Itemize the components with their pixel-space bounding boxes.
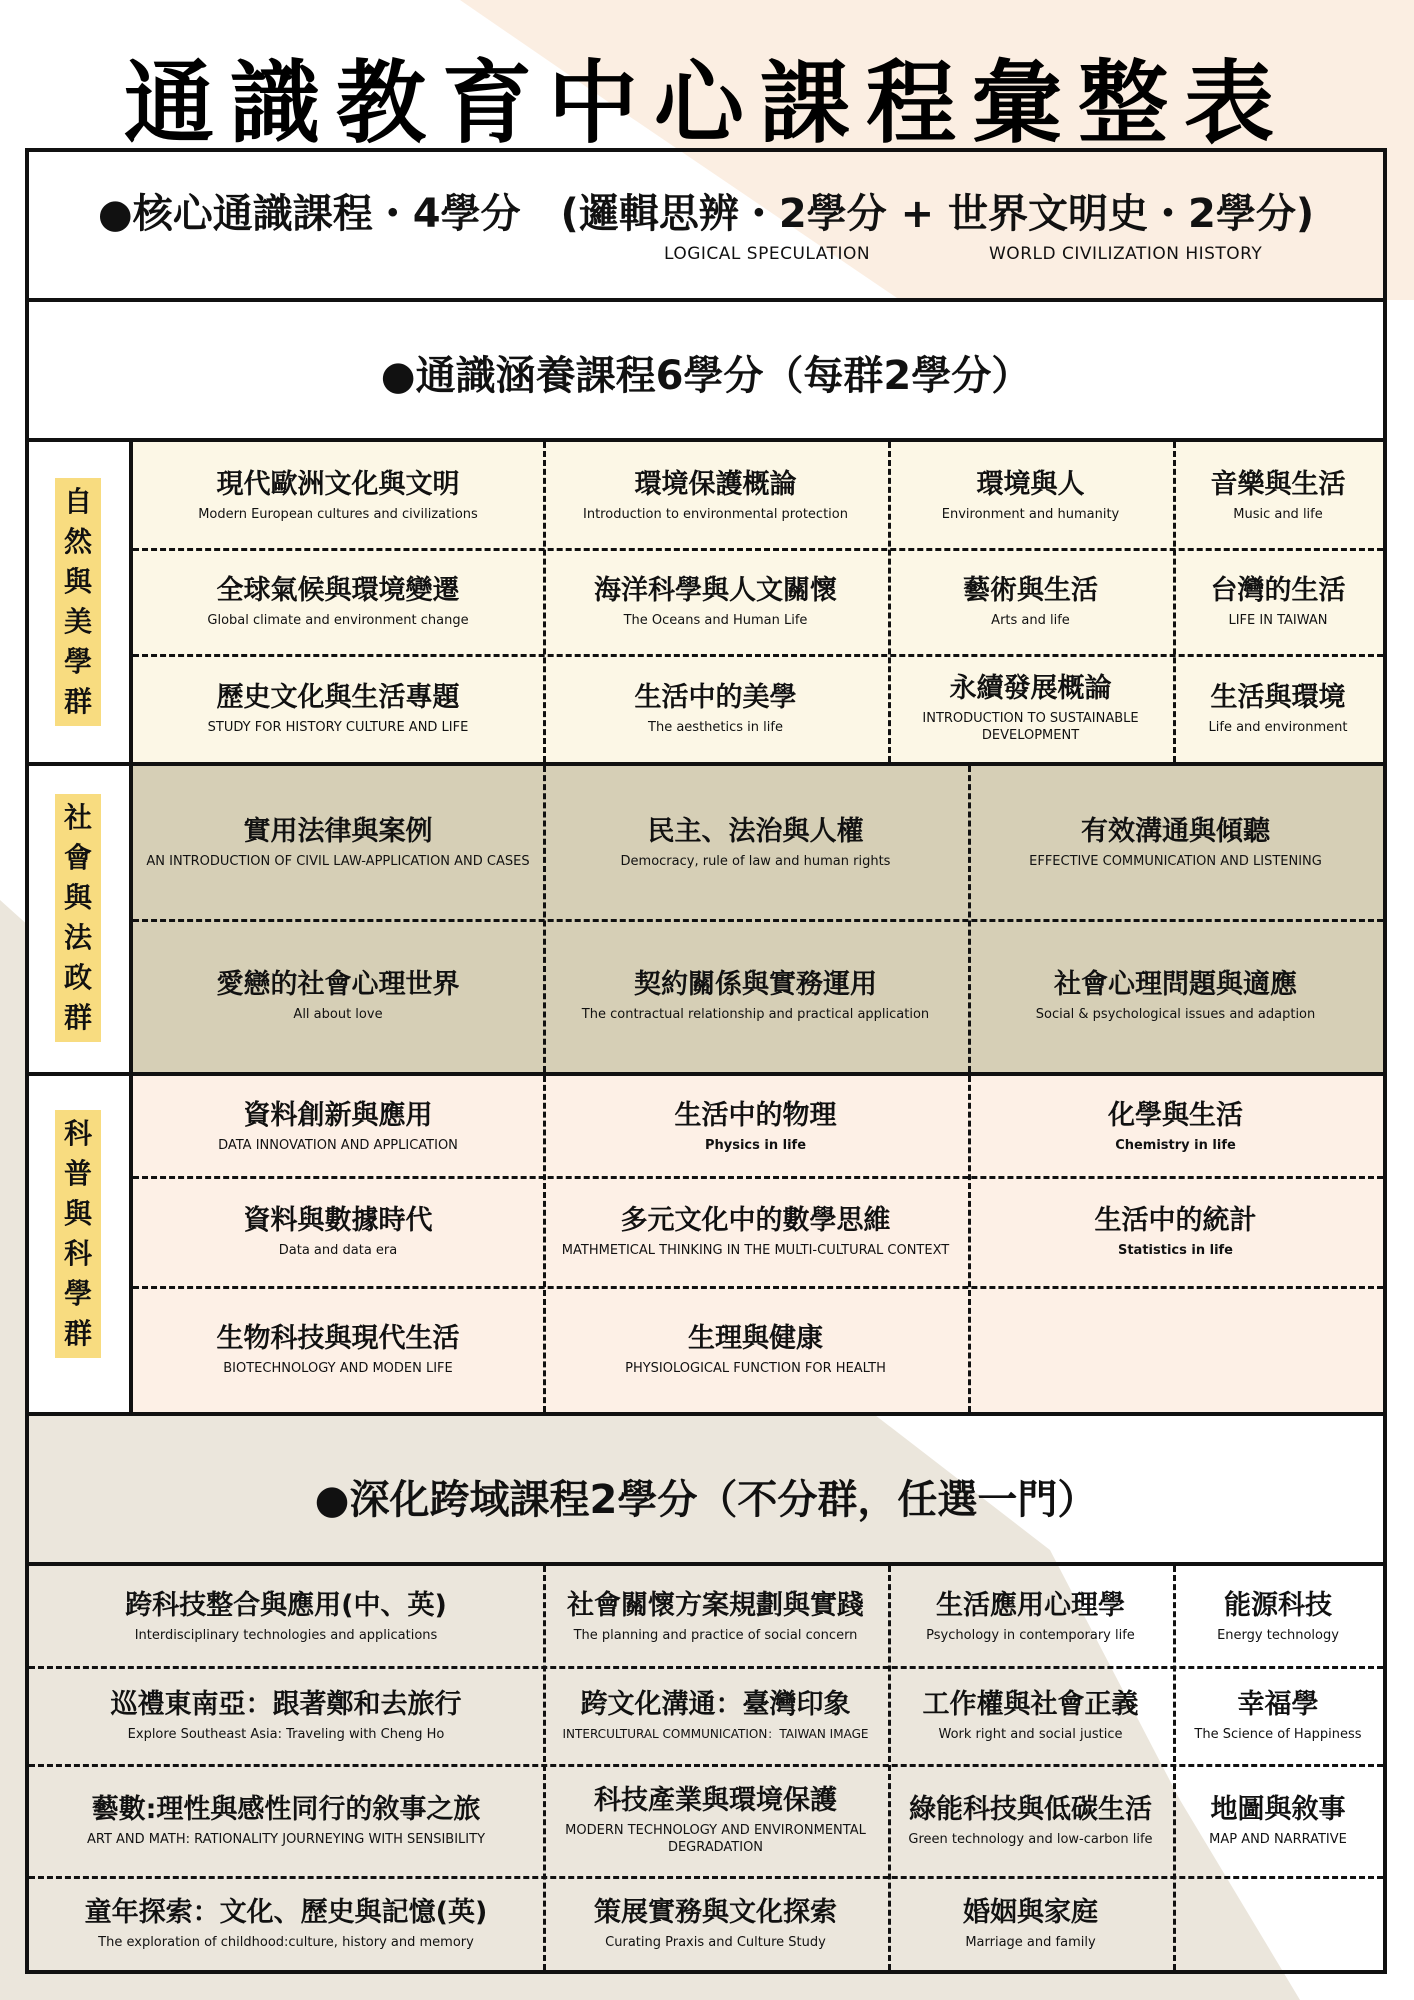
course-en: The contractual relationship and practical application bbox=[581, 1007, 930, 1022]
course-zh: 生活應用心理學 bbox=[936, 1589, 1125, 1621]
course-zh: 藝數:理性與感性同行的敘事之旅 bbox=[91, 1793, 481, 1825]
course-en: STUDY FOR HISTORY CULTURE AND LIFE bbox=[207, 719, 469, 735]
course-cell bbox=[133, 442, 543, 548]
course-cell bbox=[133, 1176, 543, 1286]
course-cell bbox=[543, 442, 888, 548]
course-en: MAP AND NARRATIVE bbox=[1209, 1831, 1347, 1847]
course-zh: 童年探索：文化、歷史與記憶(英) bbox=[84, 1896, 488, 1928]
course-en: Data and data era bbox=[278, 1242, 398, 1258]
course-zh: 幸福學 bbox=[1237, 1688, 1319, 1720]
course-zh: 工作權與社會正義 bbox=[922, 1688, 1139, 1720]
course-en: Curating Praxis and Culture Study bbox=[605, 1934, 826, 1950]
dashed-divider bbox=[29, 1666, 1383, 1669]
course-zh: 音樂與生活 bbox=[1210, 468, 1346, 500]
course-cell bbox=[1173, 654, 1383, 762]
course-zh: 愛戀的社會心理世界 bbox=[216, 969, 460, 1000]
group-label-column bbox=[29, 766, 133, 1072]
course-cell bbox=[1173, 442, 1383, 548]
course-cell bbox=[543, 548, 888, 654]
course-en: All about love bbox=[293, 1007, 383, 1022]
course-cell bbox=[133, 1076, 543, 1176]
course-cell bbox=[29, 1666, 543, 1764]
group-cells bbox=[133, 766, 1383, 1072]
course-en: Marriage and family bbox=[965, 1934, 1096, 1950]
course-en: Green technology and low-carbon life bbox=[908, 1831, 1153, 1847]
course-zh: 環境保護概論 bbox=[634, 468, 797, 500]
course-en: Social & psychological issues and adaption bbox=[1035, 1007, 1316, 1022]
course-cell bbox=[1173, 1666, 1383, 1764]
course-cell bbox=[888, 654, 1173, 762]
course-zh: 生活中的統計 bbox=[1094, 1204, 1257, 1236]
core-sub-logical: LOGICAL SPECULATION bbox=[664, 244, 871, 264]
course-en: The aesthetics in life bbox=[648, 719, 783, 735]
course-zh: 資料與數據時代 bbox=[243, 1204, 433, 1236]
course-en: The planning and practice of social concern bbox=[573, 1627, 858, 1643]
dashed-divider bbox=[133, 1286, 1383, 1289]
course-en: BIOTECHNOLOGY AND MODEN LIFE bbox=[223, 1360, 453, 1376]
group-label: 社會與法政群 bbox=[55, 794, 101, 1042]
course-cell bbox=[1173, 548, 1383, 654]
course-cell bbox=[133, 766, 543, 919]
course-zh: 全球氣候與環境變遷 bbox=[216, 574, 460, 606]
cross-section-header bbox=[29, 1416, 1383, 1562]
course-en: Introduction to environmental protection bbox=[583, 506, 848, 522]
group-society-law bbox=[29, 766, 1383, 1072]
general-headline: ●通識涵養課程6學分（每群2學分） bbox=[380, 353, 1032, 399]
general-section-header bbox=[29, 302, 1383, 438]
group-label-column bbox=[29, 1076, 133, 1412]
course-cell bbox=[968, 766, 1383, 919]
course-cell bbox=[543, 766, 968, 919]
course-en: Energy technology bbox=[1217, 1627, 1339, 1643]
dashed-divider bbox=[133, 919, 1383, 922]
course-zh: 生理與健康 bbox=[688, 1322, 823, 1354]
dashed-divider bbox=[133, 1176, 1383, 1179]
course-cell bbox=[29, 1876, 543, 1970]
course-zh: 契約關係與實務運用 bbox=[634, 969, 877, 1000]
course-en: INTERCULTURAL COMMUNICATION：TAIWAN IMAGE bbox=[562, 1726, 869, 1741]
course-en: Arts and life bbox=[991, 612, 1070, 628]
course-zh: 策展實務與文化探索 bbox=[594, 1896, 837, 1928]
course-cell bbox=[968, 919, 1383, 1072]
course-en: PHYSIOLOGICAL FUNCTION FOR HEALTH bbox=[625, 1360, 886, 1376]
course-cell bbox=[133, 548, 543, 654]
group-cells bbox=[133, 1076, 1383, 1412]
course-en: AN INTRODUCTION OF CIVIL LAW-APPLICATION AND CASES bbox=[146, 854, 530, 869]
course-zh: 海洋科學與人文關懷 bbox=[594, 574, 837, 606]
course-cell bbox=[133, 654, 543, 762]
course-en: The Oceans and Human Life bbox=[623, 612, 808, 628]
course-zh: 有效溝通與傾聽 bbox=[1081, 816, 1270, 847]
course-en: Explore Southeast Asia: Traveling with Cheng Ho bbox=[127, 1726, 445, 1742]
course-en: Environment and humanity bbox=[941, 506, 1120, 522]
course-zh: 生活中的物理 bbox=[674, 1099, 837, 1131]
cross-headline: ●深化跨域課程2學分（不分群，任選一門） bbox=[314, 1477, 1098, 1523]
course-zh: 社會心理問題與適應 bbox=[1054, 969, 1297, 1000]
course-cell bbox=[543, 1286, 968, 1412]
dashed-divider bbox=[133, 654, 1383, 657]
course-en: Modern European cultures and civilizations bbox=[198, 506, 478, 522]
course-en: INTRODUCTION TO SUSTAINABLE DEVELOPMENT bbox=[922, 711, 1139, 743]
course-zh: 科技產業與環境保護 bbox=[594, 1785, 837, 1816]
course-zh: 生活與環境 bbox=[1210, 681, 1346, 713]
course-cell bbox=[888, 548, 1173, 654]
course-zh: 生物科技與現代生活 bbox=[216, 1322, 460, 1354]
course-cell bbox=[968, 1076, 1383, 1176]
course-en: Chemistry in life bbox=[1115, 1137, 1236, 1153]
course-cell bbox=[888, 1876, 1173, 1970]
core-sub-civilization: WORLD CIVILIZATION HISTORY bbox=[989, 244, 1263, 264]
core-headline: ●核心通識課程・4學分 (邏輯思辨・2學分 + 世界文明史・2學分) bbox=[97, 191, 1315, 237]
course-cell bbox=[888, 442, 1173, 548]
course-cell bbox=[543, 1076, 968, 1176]
course-cell bbox=[1173, 1566, 1383, 1666]
course-cell bbox=[133, 1286, 543, 1412]
course-zh: 跨科技整合與應用(中、英) bbox=[125, 1589, 447, 1621]
core-section bbox=[29, 152, 1383, 298]
course-cell bbox=[29, 1566, 543, 1666]
course-en: Interdisciplinary technologies and applications bbox=[134, 1627, 438, 1643]
group-label: 自然與美學群 bbox=[55, 478, 101, 726]
dashed-divider bbox=[888, 442, 891, 762]
course-zh: 永續發展概論 bbox=[949, 673, 1112, 704]
course-zh: 實用法律與案例 bbox=[243, 816, 433, 847]
course-cell bbox=[543, 654, 888, 762]
course-en: The Science of Happiness bbox=[1194, 1726, 1362, 1742]
course-en: MATHMETICAL THINKING IN THE MULTI-CULTURAL CONTEXT bbox=[561, 1242, 950, 1258]
course-zh: 地圖與敘事 bbox=[1210, 1793, 1346, 1825]
course-cell bbox=[543, 1764, 888, 1876]
course-cell bbox=[29, 1764, 543, 1876]
course-zh: 社會關懷方案規劃與實踐 bbox=[567, 1589, 864, 1621]
course-zh: 藝術與生活 bbox=[963, 574, 1098, 606]
cross-courses bbox=[29, 1566, 1383, 1970]
course-en: Statistics in life bbox=[1117, 1242, 1234, 1258]
page-title: 通識教育中心課程彙整表 bbox=[124, 51, 1290, 156]
dashed-divider bbox=[543, 442, 546, 762]
course-en: Life and environment bbox=[1208, 719, 1348, 735]
group-science bbox=[29, 1076, 1383, 1412]
course-en: Work right and social justice bbox=[938, 1726, 1123, 1742]
course-en: DATA INNOVATION AND APPLICATION bbox=[218, 1137, 458, 1153]
group-nature-aesthetics bbox=[29, 442, 1383, 762]
course-cell bbox=[543, 1176, 968, 1286]
course-zh: 能源科技 bbox=[1224, 1589, 1332, 1621]
course-zh: 婚姻與家庭 bbox=[963, 1896, 1098, 1928]
course-cell bbox=[133, 919, 543, 1072]
course-zh: 環境與人 bbox=[976, 468, 1085, 500]
course-zh: 巡禮東南亞：跟著鄭和去旅行 bbox=[110, 1688, 462, 1720]
course-cell bbox=[543, 919, 968, 1072]
course-cell bbox=[543, 1566, 888, 1666]
course-en: Global climate and environment change bbox=[207, 612, 469, 628]
course-en: Physics in life bbox=[704, 1137, 807, 1153]
course-en: Music and life bbox=[1233, 506, 1323, 522]
course-en: EFFECTIVE COMMUNICATION AND LISTENING bbox=[1029, 854, 1322, 869]
course-en: Psychology in contemporary life bbox=[926, 1627, 1135, 1643]
course-zh: 民主、法治與人權 bbox=[647, 816, 864, 847]
course-zh: 多元文化中的數學思維 bbox=[620, 1204, 891, 1236]
dashed-divider bbox=[888, 1566, 891, 1970]
course-cell bbox=[543, 1876, 888, 1970]
course-cell bbox=[888, 1666, 1173, 1764]
group-label-column bbox=[29, 442, 133, 762]
group-label: 科普與科學群 bbox=[55, 1110, 101, 1358]
course-table bbox=[25, 148, 1387, 1974]
dashed-divider bbox=[29, 1876, 1383, 1879]
course-en: Democracy, rule of law and human rights bbox=[620, 854, 891, 869]
course-cell bbox=[888, 1764, 1173, 1876]
group-cells bbox=[133, 442, 1383, 762]
dashed-divider bbox=[543, 1076, 546, 1412]
course-en: The exploration of childhood:culture, history and memory bbox=[98, 1934, 474, 1950]
course-cell bbox=[888, 1566, 1173, 1666]
course-zh: 現代歐洲文化與文明 bbox=[216, 468, 460, 500]
course-zh: 化學與生活 bbox=[1108, 1099, 1243, 1131]
course-zh: 跨文化溝通：臺灣印象 bbox=[580, 1688, 851, 1720]
course-cell bbox=[968, 1176, 1383, 1286]
course-zh: 資料創新與應用 bbox=[243, 1099, 433, 1131]
course-zh: 台灣的生活 bbox=[1210, 574, 1346, 606]
dashed-divider bbox=[133, 548, 1383, 551]
course-cell bbox=[1173, 1764, 1383, 1876]
dashed-divider bbox=[968, 1076, 971, 1412]
dashed-divider bbox=[543, 1566, 546, 1970]
course-en: MODERN TECHNOLOGY AND ENVIRONMENTAL DEGRADATION bbox=[565, 1823, 866, 1855]
course-zh: 歷史文化與生活專題 bbox=[216, 681, 460, 713]
dashed-divider bbox=[1173, 1566, 1176, 1970]
course-zh: 綠能科技與低碳生活 bbox=[909, 1793, 1152, 1825]
course-en: LIFE IN TAIWAN bbox=[1228, 612, 1328, 628]
course-zh: 生活中的美學 bbox=[634, 681, 797, 713]
course-cell bbox=[543, 1666, 888, 1764]
dashed-divider bbox=[1173, 442, 1176, 762]
course-en: ART AND MATH: RATIONALITY JOURNEYING WITH SENSIBILITY bbox=[86, 1831, 486, 1847]
dashed-divider bbox=[29, 1764, 1383, 1767]
